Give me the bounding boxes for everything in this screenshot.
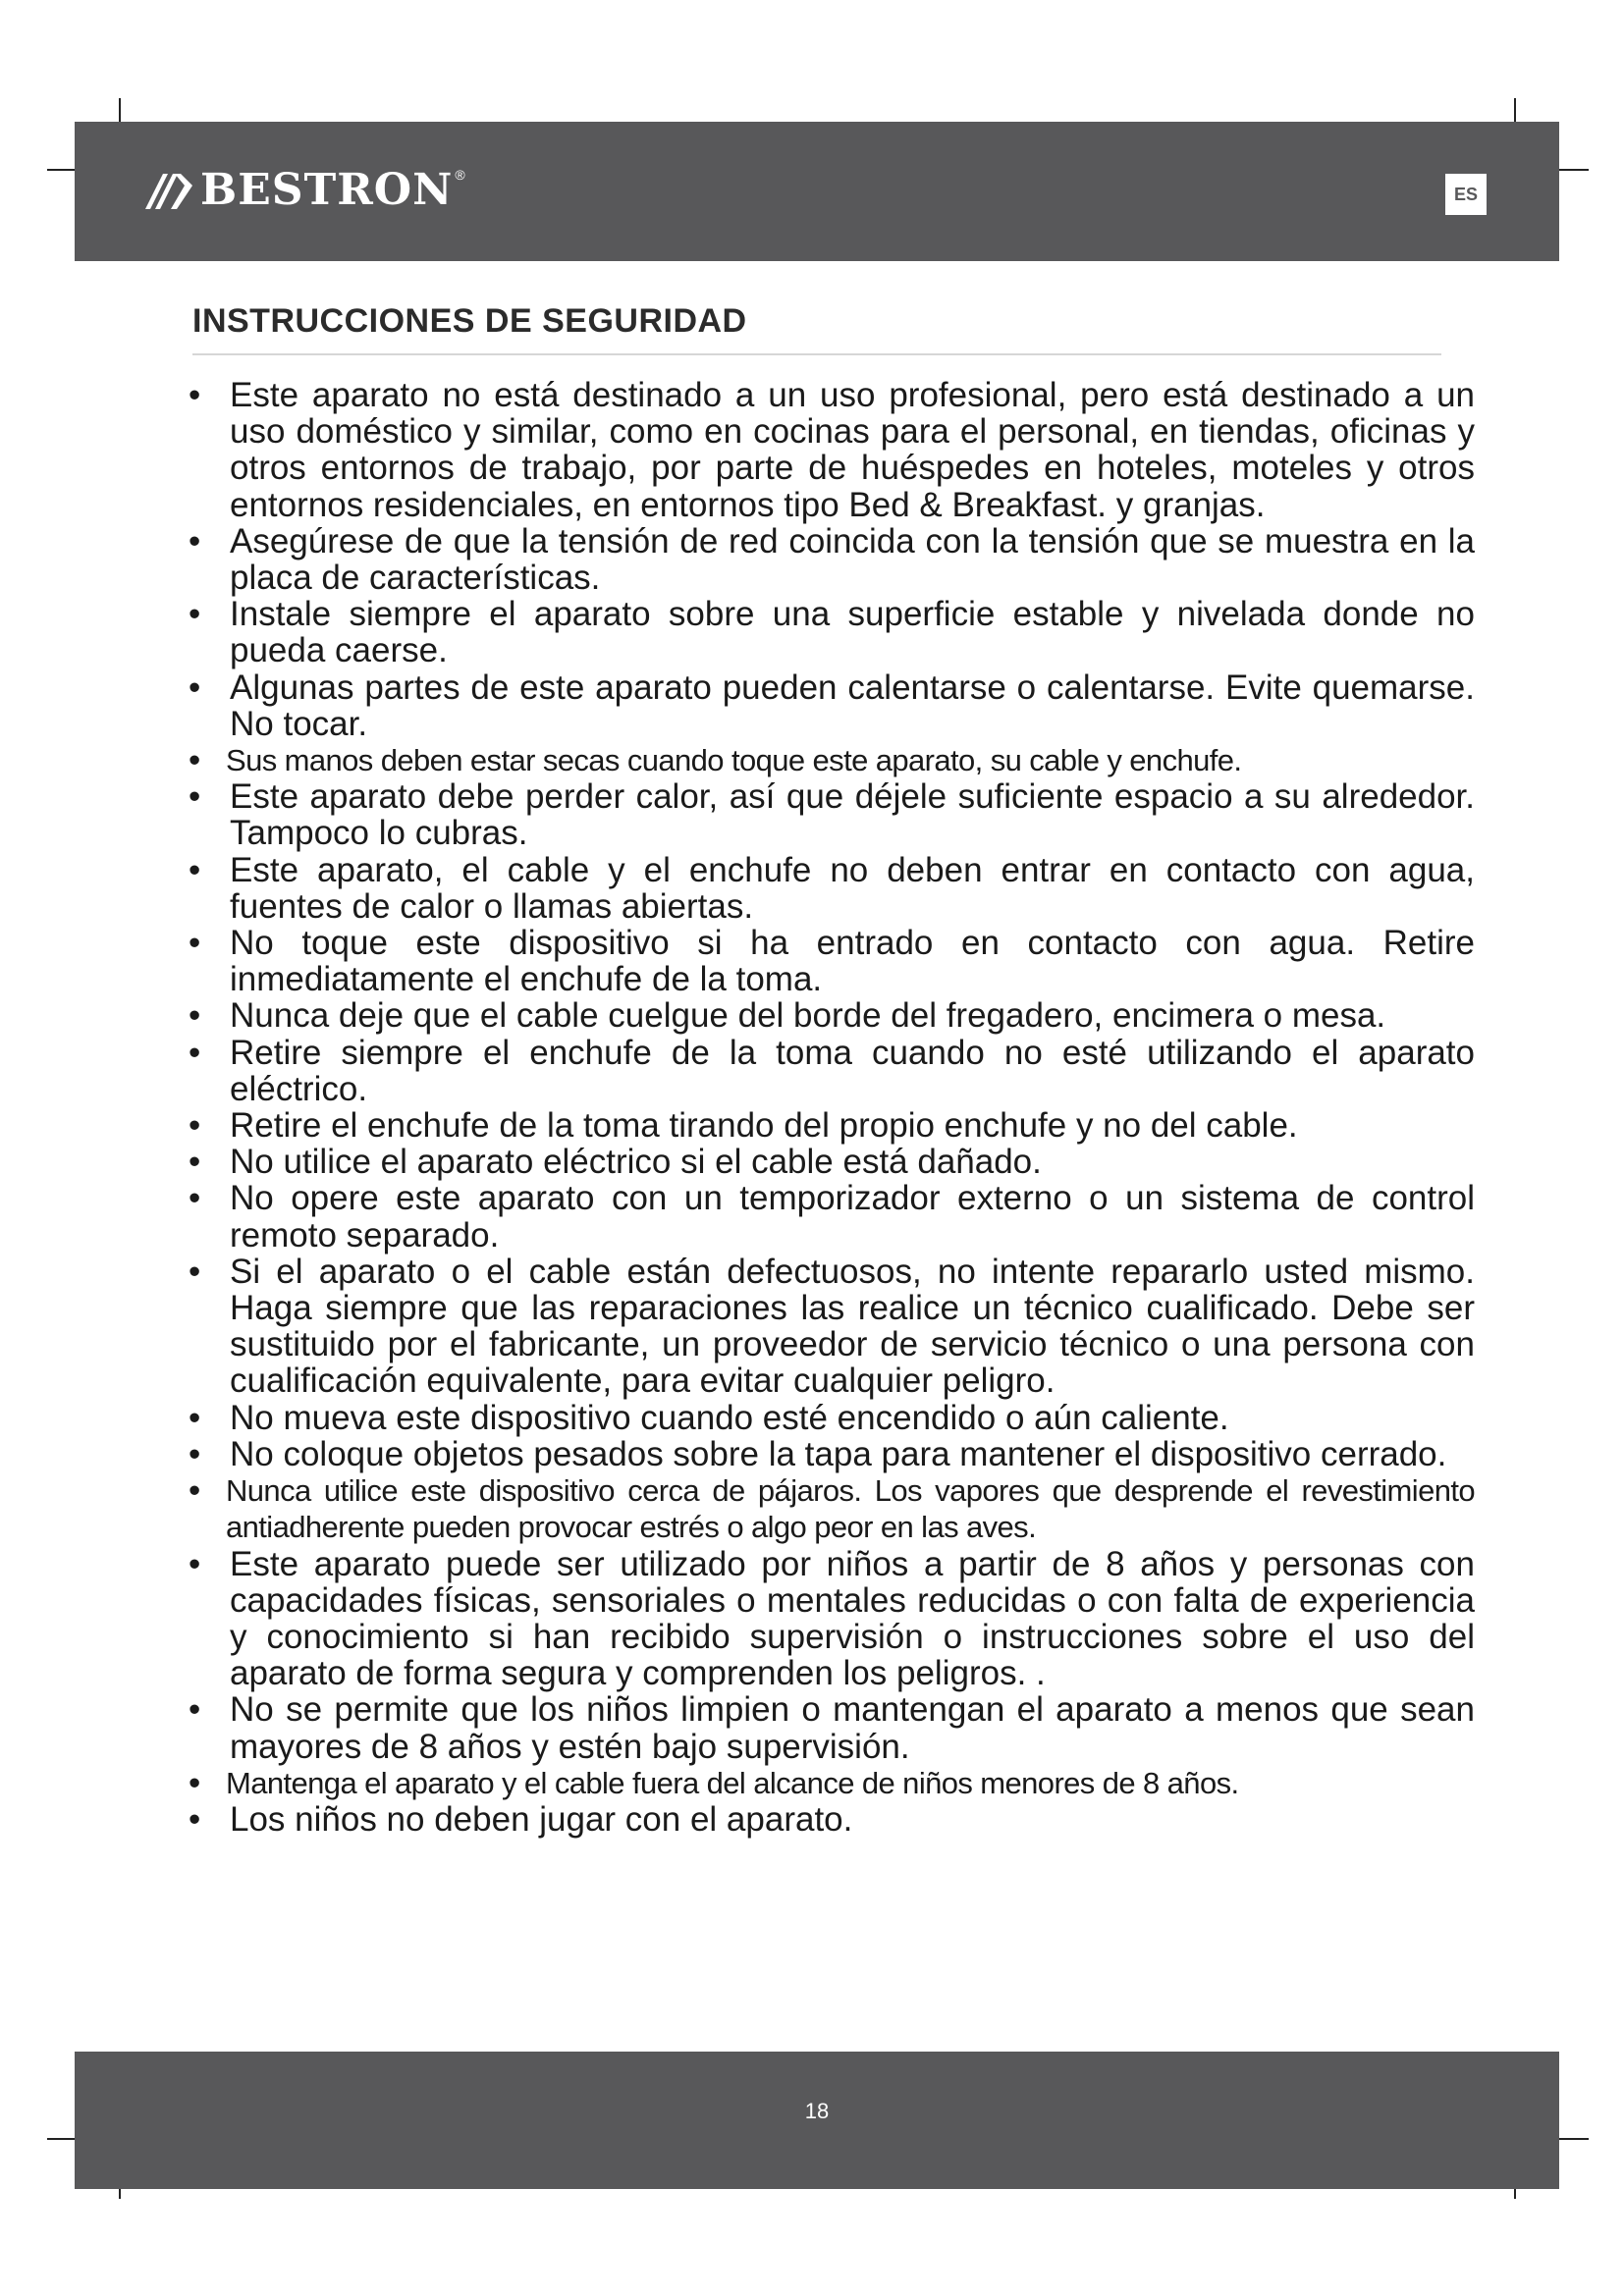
chevron-double-right-icon bbox=[141, 172, 192, 211]
list-item: • Asegúrese de que la tensión de red coincida con la tensión que se muestra en la placa de características. bbox=[189, 523, 1475, 596]
list-item: • Este aparato puede ser utilizado por niños a partir de 8 años y personas con capacidades físicas, sensoriales o mentales reducidas o con falta de experiencia y conocimiento si han recibido supervisión o instrucciones sobre el uso del aparato de forma segura y comprenden los peligros. . bbox=[189, 1546, 1475, 1692]
registered-mark: ® bbox=[455, 167, 465, 183]
list-item: • Sus manos deben estar secas cuando toque este aparato, su cable y enchufe. bbox=[189, 742, 1475, 778]
list-item: • Este aparato, el cable y el enchufe no deben entrar en contacto con agua, fuentes de calor o llamas abiertas. bbox=[189, 852, 1475, 925]
list-item: • Retire siempre el enchufe de la toma cuando no esté utilizando el aparato eléctrico. bbox=[189, 1035, 1475, 1107]
list-item: • No utilice el aparato eléctrico si el cable está dañado. bbox=[189, 1144, 1475, 1180]
list-item: • Mantenga el aparato y el cable fuera del alcance de niños menores de 8 años. bbox=[189, 1765, 1475, 1801]
footer-bar bbox=[75, 2052, 1559, 2189]
list-item: • Nunca utilice este dispositivo cerca de pájaros. Los vapores que desprende el revestimiento antiadherente pueden provocar estrés o algo peor en las aves. bbox=[189, 1472, 1475, 1545]
title-divider bbox=[192, 353, 1441, 355]
list-item: • No se permite que los niños limpien o mantengan el aparato a menos que sean mayores de 8 años y estén bajo supervisión. bbox=[189, 1691, 1475, 1764]
list-item: • Este aparato no está destinado a un uso profesional, pero está destinado a un uso doméstico y similar, como en cocinas para el personal, en tiendas, oficinas y otros entornos de trabajo, por parte de huéspedes en hoteles, moteles y otros entornos residenciales, en entornos tipo Bed & Breakfast. y granjas. bbox=[189, 377, 1475, 523]
list-item: • Instale siempre el aparato sobre una superficie estable y nivelada donde no pueda caerse. bbox=[189, 596, 1475, 668]
list-item: • No coloque objetos pesados sobre la tapa para mantener el dispositivo cerrado. bbox=[189, 1436, 1475, 1472]
language-badge: ES bbox=[1445, 174, 1487, 215]
section-title: INSTRUCCIONES DE SEGURIDAD bbox=[192, 302, 747, 340]
page-number: 18 bbox=[804, 2099, 830, 2123]
list-item: • Si el aparato o el cable están defectuosos, no intente repararlo usted mismo. Haga siempre que las reparaciones las realice un técnico cualificado. Debe ser sustituido por el fabricante, un proveedor de servicio técnico o una persona con cualificación equivalente, para evitar cualquier peligro. bbox=[189, 1254, 1475, 1400]
list-item: • No toque este dispositivo si ha entrado en contacto con agua. Retire inmediatamente el enchufe de la toma. bbox=[189, 925, 1475, 997]
list-item: • Retire el enchufe de la toma tirando del propio enchufe y no del cable. bbox=[189, 1107, 1475, 1144]
list-item: • Algunas partes de este aparato pueden calentarse o calentarse. Evite quemarse. No tocar. bbox=[189, 669, 1475, 742]
list-item: • No mueva este dispositivo cuando esté encendido o aún caliente. bbox=[189, 1400, 1475, 1436]
brand-logo bbox=[141, 166, 465, 215]
brand-name: BESTRON bbox=[200, 165, 454, 215]
header-bar bbox=[75, 122, 1559, 261]
safety-instructions-list bbox=[189, 377, 1475, 1838]
list-item: • Nunca deje que el cable cuelgue del borde del fregadero, encimera o mesa. bbox=[189, 997, 1475, 1034]
list-item: • Este aparato debe perder calor, así que déjele suficiente espacio a su alrededor. Tampoco lo cubras. bbox=[189, 778, 1475, 851]
list-item: • Los niños no deben jugar con el aparato. bbox=[189, 1801, 1475, 1838]
list-item: • No opere este aparato con un temporizador externo o un sistema de control remoto separado. bbox=[189, 1180, 1475, 1253]
